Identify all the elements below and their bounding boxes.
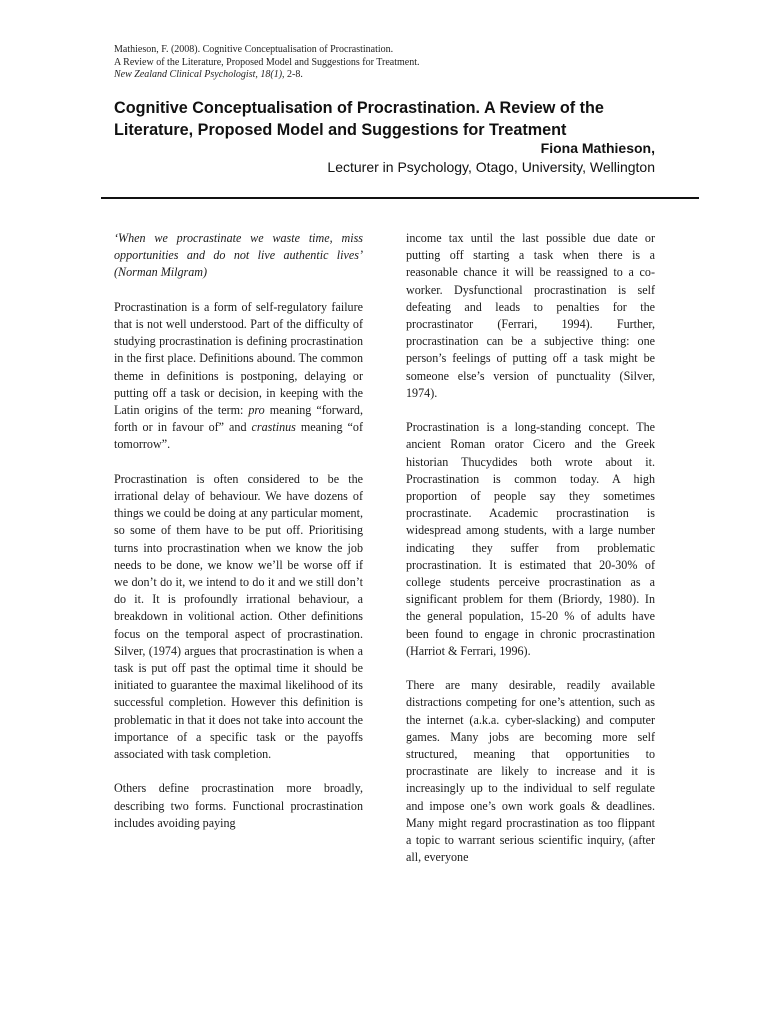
citation-pages: 2-8. — [284, 69, 303, 80]
author-name: Fiona Mathieson, — [540, 140, 655, 156]
author-affiliation: Lecturer in Psychology, Otago, University, Wellington — [327, 159, 655, 175]
latin-term-crastinus: crastinus — [251, 420, 296, 435]
epigraph-quote: ‘When we procrastinate we waste time, miss opportunities and do not live authentic lives’ (Norman Milgram) — [114, 231, 363, 280]
citation-line-3 — [114, 69, 674, 82]
citation-line-2: A Review of the Literature, Proposed Model and Suggestions for Treatment. — [114, 56, 420, 68]
latin-term-pro: pro — [248, 403, 265, 418]
paragraph-functional: income tax until the last possible due date or putting off starting a task when there is a reasonable chance it will be reassigned to a co-worker. Dysfunctional procrastination is self defeating and leads to penalties for the procrastinator (Ferrari, 1994). Further, procrastination can be a subjective thing: one person’s feelings of putting off a task might be someone else’s version of punctuality (Silver, 1974). — [406, 231, 655, 400]
paragraph-two-forms: Others define procrastination more broadly, describing two forms. Functional procrastination includes avoiding paying — [114, 781, 363, 830]
header-divider — [101, 197, 699, 199]
left-column — [114, 230, 363, 849]
citation-journal: New Zealand Clinical Psychologist, 18(1), — [114, 69, 285, 80]
paragraph-irrational-delay: Procrastination is often considered to be the irrational delay of behaviour. We have dozens of things we could be doing at any particular moment, so some of them have to be put off. Prioritising turns into procrastination when we know the job needs to be done, we know we’ll be worse off if we don’t do it, we intend to do it and we still don’t do it. It is profoundly irrational behaviour, a breakdown in volitional action. Other definitions focus on the temporal aspect of procrastination. Silver, (1974) argues that procrastination is when a task is put off past the optimal time it should be initiated to guarantee the maximal likelihood of its successful completion. However this definition is problematic in that it does not take into account the importance of a specific task or the payoffs associated with task completion. — [114, 471, 363, 762]
paragraph-text: meaning “of tomorrow”. — [114, 420, 363, 452]
paragraph-distractions: There are many desirable, readily available distractions competing for one’s attention, such as the internet (a.k.a. cyber-slacking) and computer games. Many jobs are becoming more self structured, meaning that opportunities to procrastinate are likely to increase and it is increasingly up to the individual to self regulate and impose one’s own work goals & deadlines. Many might regard procrastination as too flippant a topic to warrant serious scientific inquiry, (after all, everyone — [406, 678, 655, 865]
citation-block — [114, 44, 674, 82]
paragraph-text: meaning “forward, forth or in favour of” and — [114, 403, 363, 435]
article-title: Cognitive Conceptualisation of Procrastination. A Review of the Literature, Proposed Model and Suggestions for Treatment — [114, 99, 604, 139]
paragraph-history: Procrastination is a long-standing concept. The ancient Roman orator Cicero and the Greek historian Thucydides both wrote about it. Procrastination is common today. A high proportion of people say they sometimes procrastinate. Academic procrastination is widespread among students, with a large number indicating they suffer from problematic procrastination. It is estimated that 20-30% of college students perceive procrastination as a significant problem for them (Briordy, 1980). In the general population, 15-20 % of adults have been found to engage in chronic procrastination (Harriot & Ferrari, 1996). — [406, 420, 655, 658]
paragraph-definition — [114, 299, 363, 454]
citation-line-1: Mathieson, F. (2008). Cognitive Conceptualisation of Procrastination. — [114, 44, 394, 55]
right-column — [406, 230, 655, 884]
paragraph-text: Procrastination is a form of self-regulatory failure that is not well understood. Part of the difficulty of studying procrastination is defining procrastination in the first place. Definitions abound. The common theme in definitions is postponing, delaying or putting off a task or decision, in keeping with the Latin origins of the term: — [114, 299, 363, 418]
